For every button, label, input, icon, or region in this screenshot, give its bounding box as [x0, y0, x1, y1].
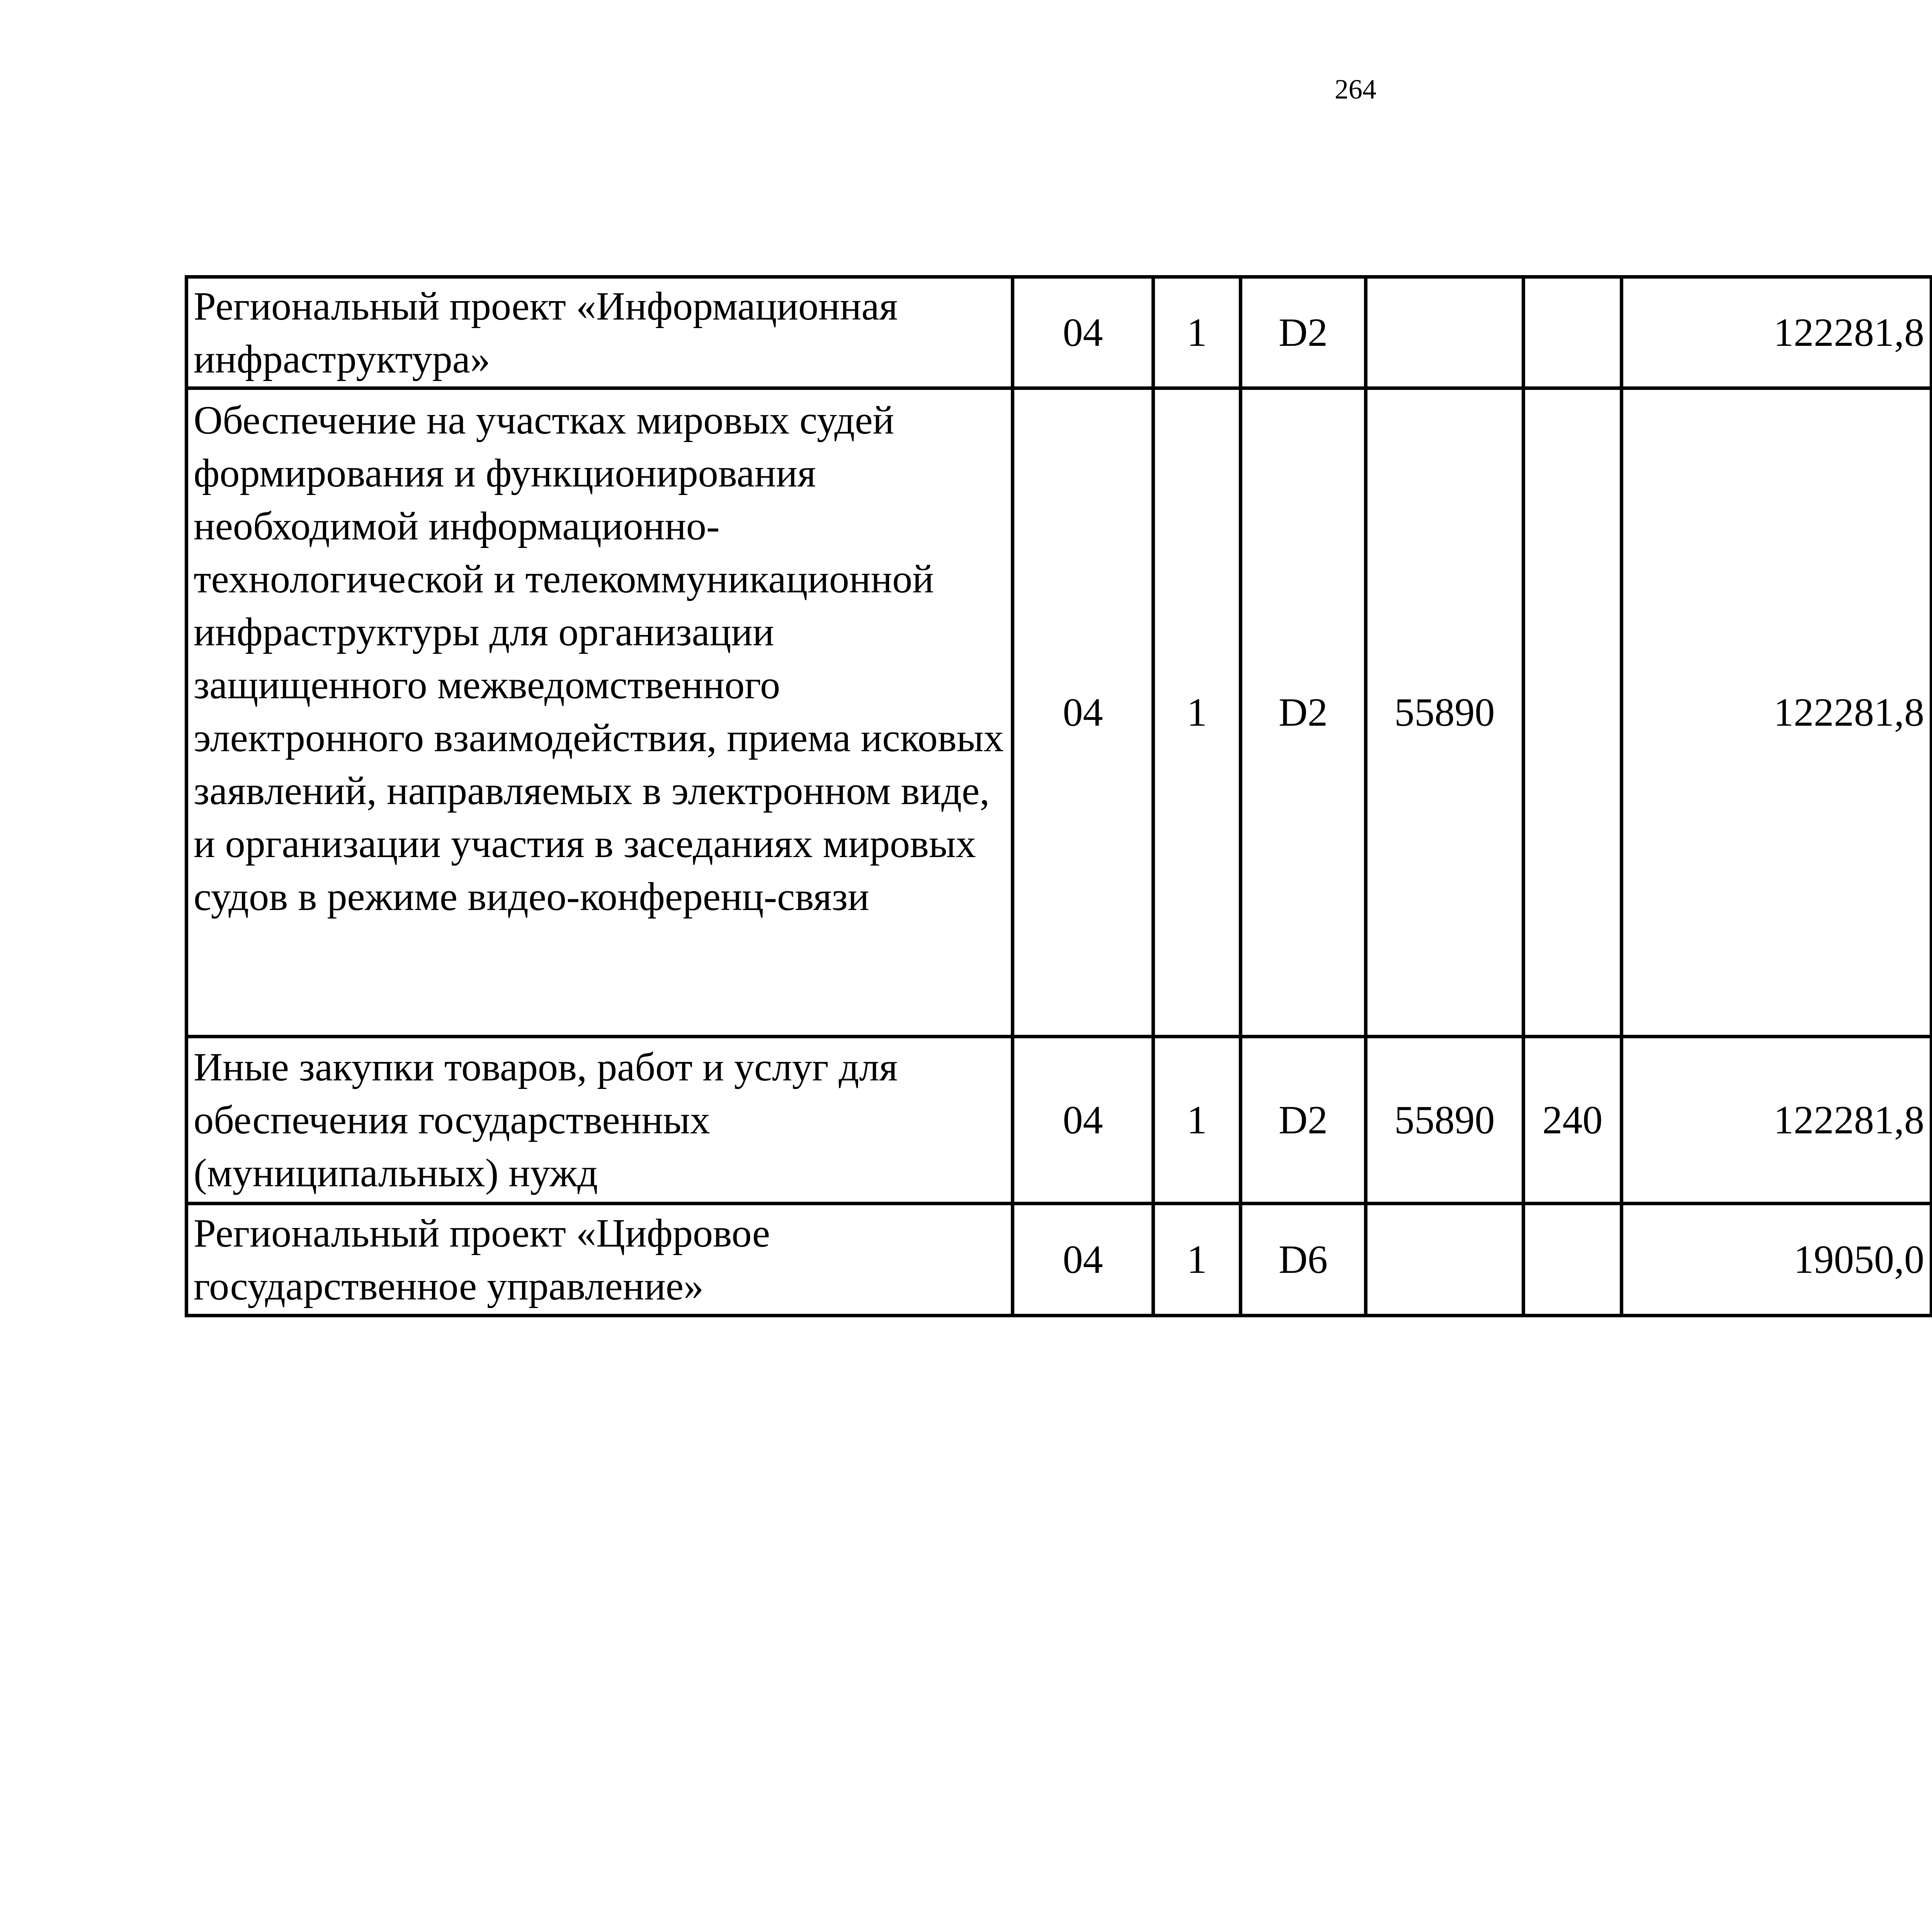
amount-1: 122281,8 [1622, 1037, 1932, 1204]
direction-code: 55890 [1366, 1037, 1524, 1204]
expense-type-code: 240 [1524, 1037, 1622, 1204]
expense-type-code [1524, 388, 1622, 1037]
table-row [187, 1037, 1932, 1204]
amount-1: 122281,8 [1622, 388, 1932, 1037]
section-code: 04 [1013, 388, 1153, 1037]
table-row [187, 388, 1932, 1037]
project-code: D2 [1241, 1037, 1366, 1204]
program-code: 1 [1153, 277, 1241, 388]
row-name: Региональный проект «Цифровое государственное управление» [187, 1204, 1013, 1316]
page-number: 264 [1335, 74, 1376, 105]
direction-code: 55890 [1366, 388, 1524, 1037]
expense-type-code [1524, 1204, 1622, 1316]
row-name: Обеспечение на участках мировых судей формирования и функционирования необходимой информационно-технологической и телекоммуникационной инфраструктуры для организации защищенного межведомственного электронного взаимодействия, приема исковых заявлений, направляемых в электронном виде, и организации участия в заседаниях мировых судов в режиме видео-конференц-связи [187, 388, 1013, 1037]
amount-1: 122281,8 [1622, 277, 1932, 388]
program-code: 1 [1153, 388, 1241, 1037]
direction-code [1366, 1204, 1524, 1316]
row-name: Региональный проект «Информационная инфраструктура» [187, 277, 1013, 388]
project-code: D6 [1241, 1204, 1366, 1316]
table-row [187, 1204, 1932, 1316]
amount-1: 19050,0 [1622, 1204, 1932, 1316]
program-code: 1 [1153, 1204, 1241, 1316]
budget-table [185, 275, 1932, 1317]
project-code: D2 [1241, 277, 1366, 388]
program-code: 1 [1153, 1037, 1241, 1204]
section-code: 04 [1013, 277, 1153, 388]
table-row [187, 277, 1932, 388]
row-name: Иные закупки товаров, работ и услуг для обеспечения государственных (муниципальных) нужд [187, 1037, 1013, 1204]
expense-type-code [1524, 277, 1622, 388]
section-code: 04 [1013, 1037, 1153, 1204]
direction-code [1366, 277, 1524, 388]
section-code: 04 [1013, 1204, 1153, 1316]
project-code: D2 [1241, 388, 1366, 1037]
